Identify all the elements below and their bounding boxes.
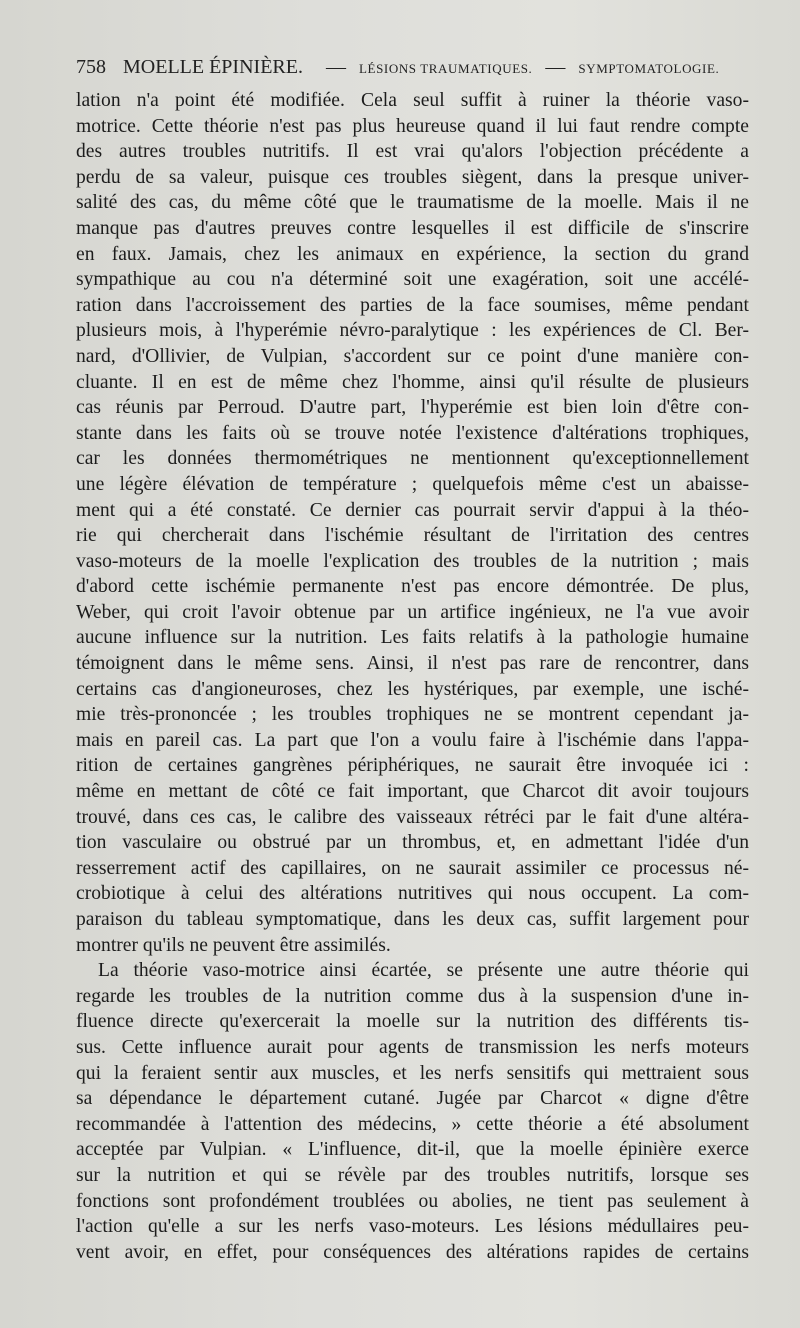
text-line: recommandée à l'attention des médecins, » cette théorie a été absolument bbox=[76, 1113, 749, 1135]
text-line: fluence directe qu'exercerait la moelle sur la nutrition des différents tis- bbox=[76, 1011, 749, 1033]
text-line: paraison du tableau symptomatique, dans les deux cas, suffit largement pour bbox=[76, 909, 749, 930]
text-line: resserrement actif des capillaires, on ne saurait assimiler ce processus né- bbox=[76, 857, 749, 879]
text-line: acceptée par Vulpian. « L'influence, dit-il, que la moelle épinière exerce bbox=[76, 1139, 749, 1161]
text-line: plusieurs mois, à l'hyperémie névro-paralytique : les expériences de Cl. Ber- bbox=[76, 320, 749, 342]
text-line: tion vasculaire ou obstrué par un thrombus, et, en admettant l'idée d'un bbox=[76, 832, 749, 854]
text-line: une légère élévation de température ; quelquefois même c'est un abaisse- bbox=[76, 473, 749, 495]
header-dash: — bbox=[545, 56, 566, 78]
running-title: MOELLE ÉPINIÈRE. bbox=[123, 56, 303, 78]
text-line: manque pas d'autres preuves contre lesquelles il est difficile de s'inscrire bbox=[76, 217, 749, 239]
text-line: sur la nutrition et qui se révèle par des troubles nutritifs, lorsque ses bbox=[76, 1164, 749, 1186]
section-title: LÉSIONS TRAUMATIQUES. bbox=[358, 61, 533, 76]
text-line: l'action qu'elle a sur les nerfs vaso-moteurs. Les lésions médullaires peu- bbox=[76, 1216, 749, 1238]
paragraph-start-line: La théorie vaso-motrice ainsi écartée, se présente une autre théorie qui bbox=[98, 960, 749, 982]
page-number: 758 bbox=[76, 56, 106, 78]
paragraph-end-line: montrer qu'ils ne peuvent être assimilés. bbox=[76, 934, 391, 956]
text-line: regarde les troubles de la nutrition comme dus à la suspension d'une in- bbox=[76, 985, 749, 1007]
text-line: fonctions sont profondément troublées ou abolies, ne tient pas seulement à bbox=[76, 1190, 749, 1212]
text-line: vaso-moteurs de la moelle l'explication des troubles de la nutrition ; mais bbox=[76, 550, 749, 572]
text-line: certains cas d'angioneuroses, chez les hystériques, par exemple, une isché- bbox=[76, 678, 749, 700]
text-line: même en mettant de côté ce fait important, que Charcot dit avoir toujours bbox=[76, 781, 749, 803]
text-line: trouvé, dans ces cas, le calibre des vaisseaux rétréci par le fait d'une altéra- bbox=[76, 806, 749, 828]
text-line: qui la feraient sentir aux muscles, et les nerfs sensitifs qui mettraient sous bbox=[76, 1062, 749, 1084]
text-line: nard, d'Ollivier, de Vulpian, s'accordent sur ce point d'une manière con- bbox=[76, 345, 749, 367]
running-header bbox=[76, 54, 756, 80]
text-line: sympathique au cou n'a déterminé soit une exagération, soit une accélé- bbox=[76, 269, 749, 291]
text-line: aucune influence sur la nutrition. Les faits relatifs à la pathologie humaine bbox=[76, 627, 749, 649]
text-line: d'abord cette ischémie permanente n'est pas encore démontrée. De plus, bbox=[76, 576, 749, 598]
text-line: mie très-prononcée ; les troubles trophiques ne se montrent cependant ja- bbox=[76, 704, 749, 726]
text-line: témoignent dans le même sens. Ainsi, il n'est pas rare de rencontrer, dans bbox=[76, 653, 749, 675]
body-text bbox=[76, 88, 749, 1265]
text-line: des autres troubles nutritifs. Il est vrai qu'alors l'objection précédente a bbox=[76, 141, 749, 163]
text-line: perdu de sa valeur, puisque ces troubles siègent, dans la presque univer- bbox=[76, 166, 749, 188]
text-line: vent avoir, en effet, pour conséquences des altérations rapides de certains bbox=[76, 1241, 749, 1263]
text-line: crobiotique à celui des altérations nutritives qui nous occupent. La com- bbox=[76, 883, 749, 905]
text-line: lation n'a point été modifiée. Cela seul suffit à ruiner la théorie vaso- bbox=[76, 90, 749, 111]
text-line: car les données thermométriques ne mentionnent qu'exceptionnellement bbox=[76, 448, 749, 470]
text-line: mais en pareil cas. La part que l'on a voulu faire à l'ischémie dans l'appa- bbox=[76, 729, 749, 751]
text-line: ration dans l'accroissement des parties de la face soumises, même pendant bbox=[76, 294, 749, 316]
text-line: Weber, qui croit l'avoir obtenue par un artifice ingénieux, ne l'a vue avoir bbox=[76, 601, 749, 623]
text-line: en faux. Jamais, chez les animaux en expérience, la section du grand bbox=[76, 243, 749, 265]
text-line: stante dans les faits où se trouve notée l'existence d'altérations trophiques, bbox=[76, 422, 749, 444]
text-line: cluante. Il en est de même chez l'homme, ainsi qu'il résulte de plusieurs bbox=[76, 371, 749, 393]
subsection-title: SYMPTOMATOLOGIE. bbox=[578, 61, 720, 76]
text-line: sus. Cette influence aurait pour agents de transmission les nerfs moteurs bbox=[76, 1036, 749, 1058]
text-line: salité des cas, du même côté que le traumatisme de la moelle. Mais il ne bbox=[76, 192, 749, 214]
header-dash: — bbox=[325, 56, 346, 78]
text-line: cas réunis par Perroud. D'autre part, l'hyperémie est bien loin d'être con- bbox=[76, 397, 749, 419]
text-line: rie qui chercherait dans l'ischémie résultant de l'irritation des centres bbox=[76, 525, 749, 547]
text-line: ment qui a été constaté. Ce dernier cas pourrait servir d'appui à la théo- bbox=[76, 499, 749, 521]
text-line: sa dépendance le département cutané. Jugée par Charcot « digne d'être bbox=[76, 1088, 749, 1110]
text-line: motrice. Cette théorie n'est pas plus heureuse quand il lui faut rendre compte bbox=[76, 115, 749, 137]
text-line: rition de certaines gangrènes périphériques, ne saurait être invoquée ici : bbox=[76, 755, 749, 777]
